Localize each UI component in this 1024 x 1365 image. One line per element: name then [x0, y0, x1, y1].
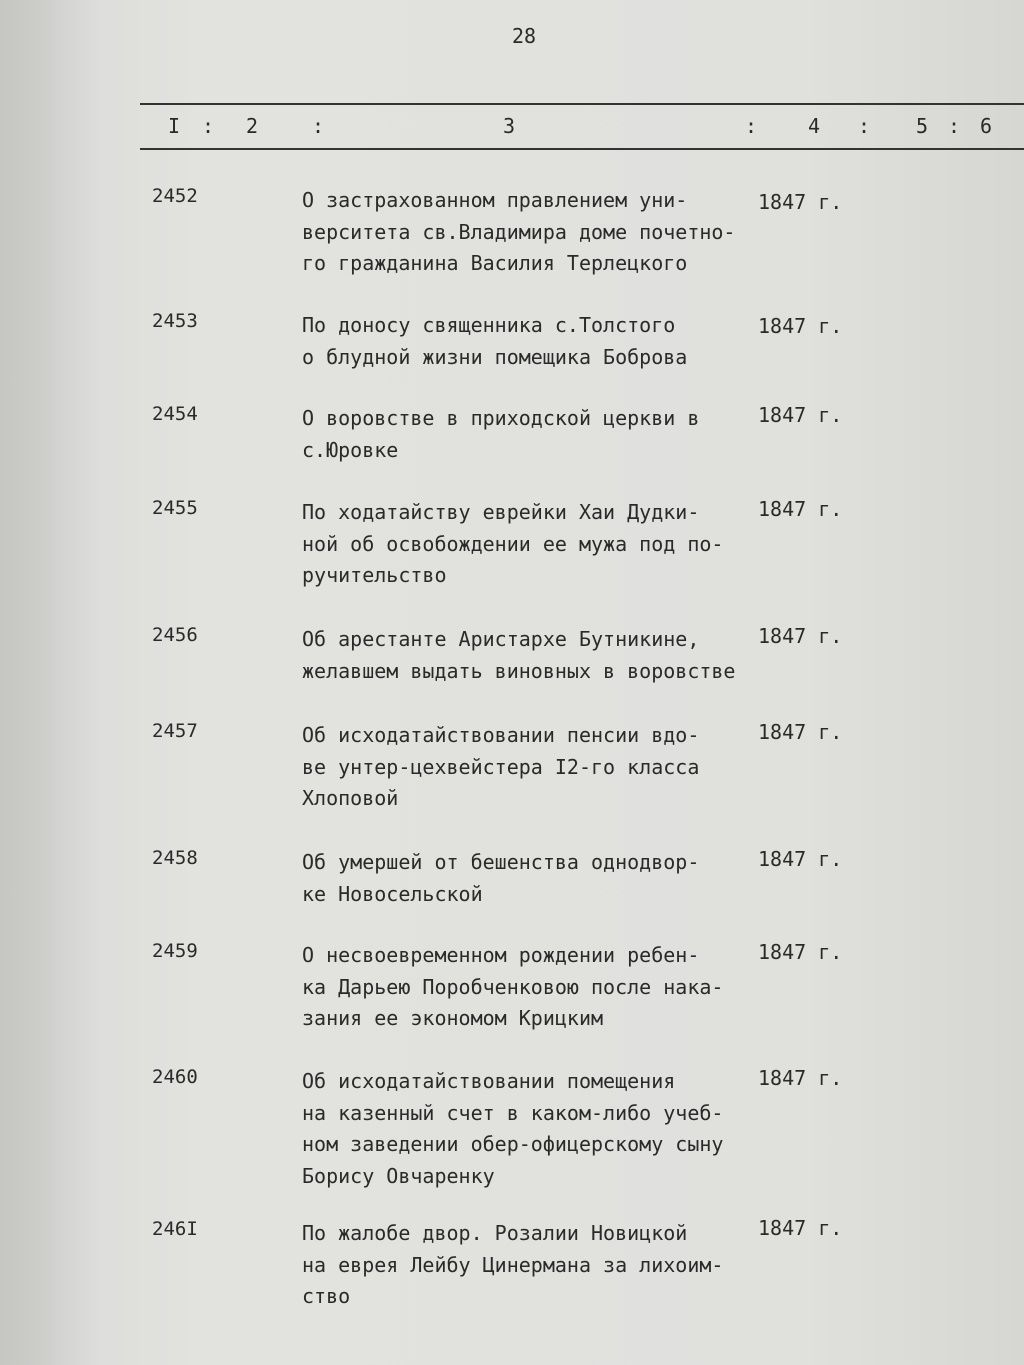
- entry-year: 1847 г.: [758, 720, 843, 744]
- entry-number: 2454: [152, 403, 198, 425]
- entry-year: 1847 г.: [758, 940, 843, 964]
- entry-year: 1847 г.: [758, 497, 843, 521]
- column-header-6: 6: [980, 114, 993, 138]
- column-separator: :: [745, 114, 758, 138]
- description-line: О воровстве в приходской церкви в: [302, 406, 700, 430]
- entry-year: 1847 г.: [758, 1216, 843, 1240]
- description-line: на еврея Лейбу Цинермана за лихоим-: [302, 1252, 724, 1277]
- scan-shadow: [0, 0, 100, 1365]
- entry-year: 1847 г.: [758, 847, 843, 871]
- description-line: О несвоевременном рождении ребен-: [302, 943, 700, 967]
- description-line: Об арестанте Аристархе Бутникине,: [302, 627, 700, 651]
- description-line: Об умершей от бешенства однодвор-: [302, 850, 700, 874]
- description-line: ном заведении обер-офицерскому сыну: [302, 1132, 724, 1156]
- description-line: ной об освобождении ее мужа под по-: [302, 531, 724, 556]
- description-line: По доносу священника с.Толстого: [302, 313, 676, 337]
- entry-year: 1847 г.: [758, 190, 843, 214]
- description-line: ка Дарьею Поробченковою после нака-: [302, 974, 724, 999]
- description-line: О застрахованном правлением уни-: [302, 188, 688, 212]
- entry-description: [302, 310, 762, 373]
- column-header-4: 4: [808, 114, 821, 138]
- description-line: зания ее экономом Крицким: [302, 1006, 604, 1030]
- header-rule-bottom: [140, 148, 1024, 150]
- column-separator: :: [948, 114, 961, 138]
- description-line: Об исходатайствовании пенсии вдо-: [302, 723, 700, 747]
- column-separator: :: [202, 114, 215, 138]
- description-line: о блудной жизни помещика Боброва: [302, 344, 688, 369]
- entry-number: 2458: [152, 847, 198, 869]
- column-separator: :: [312, 114, 325, 138]
- entry-number: 2452: [152, 185, 198, 207]
- entry-description: [302, 403, 762, 466]
- entry-year: 1847 г.: [758, 403, 843, 427]
- description-line: с.Юровке: [302, 437, 399, 462]
- page-number: 28: [512, 24, 537, 48]
- column-header-1: I: [168, 114, 181, 138]
- entry-description: [302, 185, 762, 280]
- entry-number: 2455: [152, 497, 198, 519]
- entry-number: 2453: [152, 310, 198, 332]
- description-line: По жалобе двор. Розалии Новицкой: [302, 1221, 688, 1245]
- description-line: По ходатайству еврейки Хаи Дудки-: [302, 500, 700, 524]
- description-line: Об исходатайствовании помещения: [302, 1069, 676, 1093]
- entry-number: 2460: [152, 1066, 198, 1088]
- entry-description: [302, 497, 762, 592]
- description-line: желавшем выдать виновных в воровстве: [302, 658, 736, 683]
- entry-number: 2457: [152, 720, 198, 742]
- entry-description: [302, 847, 762, 910]
- entry-year: 1847 г.: [758, 1066, 843, 1090]
- column-header-5: 5: [916, 114, 929, 138]
- description-line: ство: [302, 1284, 351, 1308]
- entry-description: [302, 1218, 762, 1313]
- description-line: верситета св.Владимира доме почетно-: [302, 219, 736, 244]
- entry-description: [302, 624, 762, 687]
- description-line: на казенный счет в каком-либо учеб-: [302, 1100, 724, 1125]
- description-line: ке Новосельской: [302, 881, 483, 906]
- description-line: ручительство: [302, 563, 447, 587]
- description-line: ве унтер-цехвейстера I2-го класса: [302, 754, 700, 779]
- description-line: Борису Овчаренку: [302, 1163, 495, 1188]
- entry-number: 2459: [152, 940, 198, 962]
- entry-year: 1847 г.: [758, 624, 843, 648]
- column-header-3: 3: [503, 114, 516, 138]
- entry-number: 246I: [152, 1218, 198, 1240]
- description-line: Хлоповой: [302, 786, 399, 810]
- entry-description: [302, 940, 762, 1035]
- column-separator: :: [858, 114, 871, 138]
- column-header-2: 2: [246, 114, 259, 138]
- header-rule-top: [140, 103, 1024, 105]
- entry-description: [302, 1066, 762, 1192]
- description-line: го гражданина Василия Терлецкого: [302, 251, 688, 275]
- entry-number: 2456: [152, 624, 198, 646]
- entry-description: [302, 720, 762, 815]
- entry-year: 1847 г.: [758, 314, 843, 338]
